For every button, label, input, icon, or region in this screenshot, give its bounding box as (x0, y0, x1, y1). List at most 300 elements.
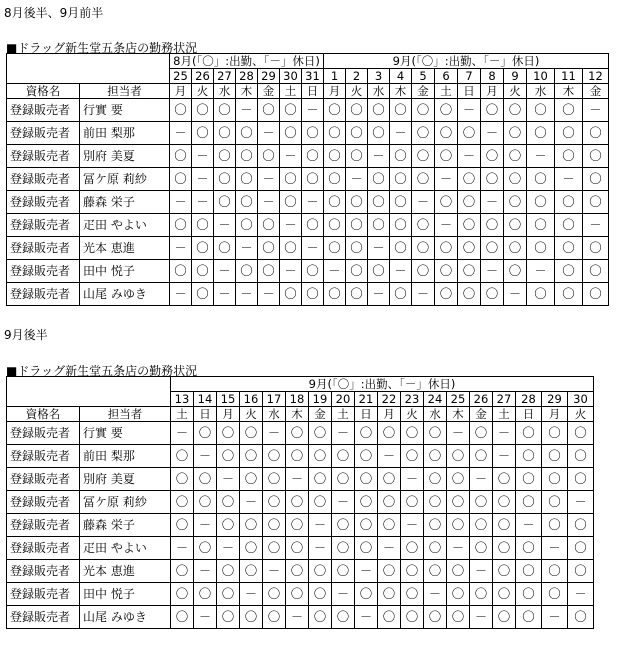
attendance-cell (516, 560, 542, 583)
attendance-cell (424, 537, 447, 560)
on-duty-mark: 〇 (522, 448, 535, 463)
attendance-cell (378, 445, 401, 468)
attendance-cell (170, 122, 192, 145)
attendance-cell (390, 168, 412, 191)
attendance-cell (192, 168, 214, 191)
attendance-cell (302, 168, 324, 191)
attendance-cell (214, 168, 236, 191)
attendance-cell (286, 422, 309, 445)
on-duty-mark: 〇 (175, 563, 189, 578)
attendance-cell (401, 468, 424, 491)
on-duty-mark: 〇 (221, 425, 235, 440)
attendance-cell (286, 606, 309, 629)
weekday-cell: 金 (583, 84, 609, 99)
attendance-cell (346, 283, 368, 306)
weekday-cell: 金 (412, 84, 435, 99)
on-duty-mark: 〇 (534, 194, 547, 209)
on-duty-mark: 〇 (218, 102, 231, 117)
attendance-cell (192, 145, 214, 168)
attendance-cell (346, 99, 368, 122)
on-duty-mark: 〇 (284, 286, 297, 301)
attendance-cell (401, 606, 424, 629)
day-number-cell: 29 (542, 392, 568, 407)
attendance-cell (240, 468, 263, 491)
month-header-september: 9月(「〇」:出勤、「－」休日) (171, 377, 594, 392)
weekday-cell: 土 (435, 84, 458, 99)
on-duty-mark: 〇 (175, 471, 189, 486)
on-duty-mark: 〇 (451, 471, 465, 486)
attendance-cell (470, 491, 493, 514)
attendance-cell (192, 260, 214, 283)
on-duty-mark: 〇 (221, 448, 235, 463)
attendance-cell (324, 237, 346, 260)
on-duty-mark: 〇 (589, 194, 602, 209)
weekday-cell: 月 (542, 407, 568, 422)
day-number-cell: 8 (481, 69, 504, 84)
on-duty-mark: 〇 (174, 148, 187, 163)
attendance-cell (171, 491, 194, 514)
day-number-cell: 15 (217, 392, 240, 407)
on-duty-mark: 〇 (372, 171, 385, 186)
day-off-mark: － (416, 195, 429, 209)
attendance-cell (412, 260, 435, 283)
on-duty-mark: 〇 (394, 194, 407, 209)
on-duty-mark: 〇 (328, 102, 341, 117)
day-off-mark: － (196, 172, 209, 186)
on-duty-mark: 〇 (240, 125, 253, 140)
attendance-cell (332, 560, 355, 583)
on-duty-mark: 〇 (350, 263, 363, 278)
attendance-cell (401, 491, 424, 514)
attendance-cell (470, 468, 493, 491)
on-duty-mark: 〇 (174, 171, 187, 186)
attendance-cell (214, 191, 236, 214)
attendance-cell (280, 283, 302, 306)
day-off-mark: － (336, 426, 349, 440)
attendance-cell (309, 445, 332, 468)
attendance-cell (332, 445, 355, 468)
on-duty-mark: 〇 (174, 102, 187, 117)
attendance-cell (332, 468, 355, 491)
attendance-cell (236, 99, 258, 122)
attendance-cell (368, 237, 390, 260)
attendance-cell (542, 560, 568, 583)
staff-row (7, 237, 609, 260)
attendance-cell (527, 260, 555, 283)
day-off-mark: － (240, 241, 253, 255)
day-off-mark: － (405, 472, 418, 486)
on-duty-mark: 〇 (562, 263, 575, 278)
attendance-cell (280, 237, 302, 260)
attendance-cell (481, 237, 504, 260)
day-number-cell: 12 (583, 69, 609, 84)
on-duty-mark: 〇 (240, 194, 253, 209)
weekday-cell: 火 (401, 407, 424, 422)
column-label-license: 資格名 (7, 84, 80, 99)
attendance-cell (194, 537, 217, 560)
on-duty-mark: 〇 (244, 425, 258, 440)
header-blank-cell (7, 54, 170, 84)
on-duty-mark: 〇 (313, 425, 327, 440)
attendance-cell (390, 122, 412, 145)
attendance-cell (435, 237, 458, 260)
license-cell: 登録販売者 (7, 260, 80, 283)
on-duty-mark: 〇 (218, 125, 231, 140)
attendance-cell (458, 168, 481, 191)
attendance-cell (171, 606, 194, 629)
day-off-mark: － (240, 287, 253, 301)
attendance-cell (194, 606, 217, 629)
attendance-cell (447, 491, 470, 514)
attendance-cell (481, 145, 504, 168)
attendance-cell (171, 445, 194, 468)
day-off-mark: － (359, 610, 372, 624)
license-cell: 登録販売者 (7, 99, 80, 122)
on-duty-mark: 〇 (474, 448, 488, 463)
day-number-cell: 30 (568, 392, 594, 407)
on-duty-mark: 〇 (350, 102, 363, 117)
attendance-cell (424, 445, 447, 468)
on-duty-mark: 〇 (244, 540, 258, 555)
on-duty-mark: 〇 (196, 286, 209, 301)
on-duty-mark: 〇 (336, 563, 350, 578)
day-off-mark: － (284, 218, 297, 232)
attendance-cell (192, 191, 214, 214)
attendance-cell (355, 606, 378, 629)
attendance-cell (504, 99, 527, 122)
attendance-cell (568, 537, 594, 560)
weekday-cell: 火 (504, 84, 527, 99)
day-off-mark: － (198, 518, 211, 532)
day-off-mark: － (174, 287, 187, 301)
on-duty-mark: 〇 (562, 102, 575, 117)
attendance-cell (258, 283, 280, 306)
attendance-cell (470, 583, 493, 606)
on-duty-mark: 〇 (175, 586, 189, 601)
on-duty-mark: 〇 (240, 217, 253, 232)
attendance-cell (527, 191, 555, 214)
staff-name-cell: 藤森 栄子 (80, 191, 170, 214)
weekday-cell: 火 (346, 84, 368, 99)
day-off-mark: － (534, 149, 547, 163)
on-duty-mark: 〇 (574, 425, 587, 440)
day-off-mark: － (439, 218, 452, 232)
attendance-cell (555, 191, 583, 214)
on-duty-mark: 〇 (328, 148, 341, 163)
day-off-mark: － (221, 541, 234, 555)
staff-name-cell: 冨ケ原 莉紗 (80, 168, 170, 191)
attendance-cell (192, 122, 214, 145)
day-off-mark: － (336, 495, 349, 509)
attendance-cell (217, 422, 240, 445)
attendance-cell (470, 560, 493, 583)
weekday-cell: 火 (568, 407, 594, 422)
attendance-cell (568, 583, 594, 606)
attendance-cell (583, 191, 609, 214)
on-duty-mark: 〇 (462, 286, 476, 301)
on-duty-mark: 〇 (196, 125, 209, 140)
attendance-cell (555, 168, 583, 191)
attendance-cell (302, 191, 324, 214)
attendance-cell (424, 606, 447, 629)
on-duty-mark: 〇 (548, 563, 561, 578)
on-duty-mark: 〇 (589, 240, 602, 255)
attendance-cell (447, 537, 470, 560)
on-duty-mark: 〇 (262, 263, 275, 278)
day-off-mark: － (350, 172, 363, 186)
on-duty-mark: 〇 (267, 540, 281, 555)
attendance-cell (332, 606, 355, 629)
on-duty-mark: 〇 (196, 240, 209, 255)
attendance-cell (194, 583, 217, 606)
attendance-cell (424, 422, 447, 445)
attendance-cell (504, 191, 527, 214)
attendance-cell (258, 122, 280, 145)
attendance-cell (170, 145, 192, 168)
day-off-mark: － (382, 449, 395, 463)
on-duty-mark: 〇 (548, 586, 561, 601)
staff-name-cell: 光本 恵進 (80, 560, 171, 583)
on-duty-mark: 〇 (405, 494, 419, 509)
day-off-mark: － (196, 149, 209, 163)
day-number-cell: 6 (435, 69, 458, 84)
attendance-cell (324, 145, 346, 168)
attendance-cell (355, 560, 378, 583)
day-off-mark: － (174, 195, 187, 209)
attendance-cell (332, 422, 355, 445)
attendance-cell (236, 122, 258, 145)
attendance-cell (236, 214, 258, 237)
day-off-mark: － (589, 103, 602, 117)
weekday-cell: 日 (302, 84, 324, 99)
attendance-cell (355, 537, 378, 560)
weekday-cell: 土 (280, 84, 302, 99)
attendance-cell (346, 237, 368, 260)
on-duty-mark: 〇 (451, 448, 465, 463)
weekday-cell: 金 (470, 407, 493, 422)
on-duty-mark: 〇 (262, 240, 275, 255)
staff-name-cell: 前田 梨那 (80, 445, 171, 468)
on-duty-mark: 〇 (416, 148, 430, 163)
attendance-cell (401, 422, 424, 445)
weekday-cell: 土 (332, 407, 355, 422)
attendance-cell (217, 491, 240, 514)
on-duty-mark: 〇 (522, 609, 535, 624)
attendance-cell (214, 145, 236, 168)
attendance-cell (346, 214, 368, 237)
day-off-mark: － (267, 426, 280, 440)
on-duty-mark: 〇 (290, 448, 304, 463)
weekday-cell: 水 (263, 407, 286, 422)
attendance-cell (412, 237, 435, 260)
day-number-cell: 28 (516, 392, 542, 407)
day-number-cell: 5 (412, 69, 435, 84)
on-duty-mark: 〇 (497, 540, 511, 555)
license-cell: 登録販売者 (7, 514, 80, 537)
attendance-cell (368, 168, 390, 191)
column-label-staff: 担当者 (80, 84, 170, 99)
license-cell: 登録販売者 (7, 468, 80, 491)
on-duty-mark: 〇 (198, 425, 212, 440)
day-off-mark: － (522, 518, 535, 532)
attendance-cell (194, 422, 217, 445)
attendance-cell (368, 122, 390, 145)
attendance-cell (324, 214, 346, 237)
weekday-cell: 水 (527, 84, 555, 99)
staff-name-cell: 別府 美夏 (80, 145, 170, 168)
attendance-cell (286, 537, 309, 560)
weekday-cell: 日 (194, 407, 217, 422)
attendance-cell (309, 468, 332, 491)
weekday-cell: 月 (481, 84, 504, 99)
attendance-cell (424, 560, 447, 583)
on-duty-mark: 〇 (313, 586, 327, 601)
attendance-cell (324, 168, 346, 191)
on-duty-mark: 〇 (522, 471, 535, 486)
on-duty-mark: 〇 (485, 240, 499, 255)
on-duty-mark: 〇 (428, 609, 442, 624)
license-cell: 登録販売者 (7, 583, 80, 606)
attendance-cell (458, 283, 481, 306)
license-cell: 登録販売者 (7, 560, 80, 583)
on-duty-mark: 〇 (451, 494, 465, 509)
attendance-cell (568, 422, 594, 445)
day-off-mark: － (574, 495, 587, 509)
on-duty-mark: 〇 (522, 586, 535, 601)
day-off-mark: － (485, 126, 498, 140)
attendance-cell (236, 283, 258, 306)
staff-name-cell: 光本 恵進 (80, 237, 170, 260)
on-duty-mark: 〇 (474, 540, 488, 555)
day-number-cell: 2 (346, 69, 368, 84)
on-duty-mark: 〇 (290, 540, 304, 555)
weekday-cell: 月 (170, 84, 192, 99)
on-duty-mark: 〇 (196, 102, 209, 117)
on-duty-mark: 〇 (589, 125, 602, 140)
day-number-cell: 10 (527, 69, 555, 84)
on-duty-mark: 〇 (574, 471, 587, 486)
on-duty-mark: 〇 (306, 263, 319, 278)
attendance-cell (236, 145, 258, 168)
attendance-cell (286, 514, 309, 537)
on-duty-mark: 〇 (428, 448, 442, 463)
attendance-cell (493, 514, 516, 537)
attendance-cell (458, 214, 481, 237)
attendance-cell (390, 191, 412, 214)
license-cell: 登録販売者 (7, 606, 80, 629)
attendance-cell (458, 145, 481, 168)
on-duty-mark: 〇 (462, 240, 476, 255)
on-duty-mark: 〇 (574, 517, 587, 532)
weekday-cell: 土 (171, 407, 194, 422)
day-number-cell: 19 (309, 392, 332, 407)
staff-name-cell: 藤森 栄子 (80, 514, 171, 537)
attendance-cell (309, 606, 332, 629)
attendance-cell (412, 122, 435, 145)
day-off-mark: － (451, 541, 464, 555)
on-duty-mark: 〇 (328, 125, 341, 140)
attendance-cell (527, 237, 555, 260)
attendance-cell (171, 537, 194, 560)
on-duty-mark: 〇 (306, 217, 319, 232)
day-off-mark: － (359, 564, 372, 578)
attendance-cell (194, 491, 217, 514)
attendance-cell (481, 99, 504, 122)
attendance-cell (401, 583, 424, 606)
attendance-cell (390, 260, 412, 283)
attendance-cell (263, 560, 286, 583)
attendance-cell (240, 583, 263, 606)
on-duty-mark: 〇 (313, 563, 327, 578)
on-duty-mark: 〇 (350, 217, 363, 232)
on-duty-mark: 〇 (534, 286, 547, 301)
on-duty-mark: 〇 (359, 586, 373, 601)
staff-name-cell: 山尾 みゆき (80, 283, 170, 306)
attendance-cell (170, 99, 192, 122)
attendance-cell (171, 560, 194, 583)
attendance-cell (378, 422, 401, 445)
attendance-cell (217, 445, 240, 468)
on-duty-mark: 〇 (497, 586, 511, 601)
day-number-cell: 18 (286, 392, 309, 407)
attendance-cell (493, 422, 516, 445)
on-duty-mark: 〇 (428, 494, 442, 509)
attendance-cell (412, 283, 435, 306)
on-duty-mark: 〇 (284, 171, 297, 186)
staff-row (7, 606, 594, 629)
day-off-mark: － (244, 495, 257, 509)
attendance-cell (240, 560, 263, 583)
on-duty-mark: 〇 (240, 263, 253, 278)
on-duty-mark: 〇 (439, 125, 453, 140)
weekday-cell: 水 (214, 84, 236, 99)
attendance-cell (401, 560, 424, 583)
attendance-cell (481, 168, 504, 191)
day-number-cell: 27 (493, 392, 516, 407)
day-off-mark: － (262, 126, 275, 140)
on-duty-mark: 〇 (382, 517, 396, 532)
attendance-cell (583, 99, 609, 122)
on-duty-mark: 〇 (589, 286, 602, 301)
attendance-cell (583, 283, 609, 306)
attendance-cell (447, 514, 470, 537)
attendance-cell (542, 514, 568, 537)
attendance-cell (447, 445, 470, 468)
on-duty-mark: 〇 (313, 471, 327, 486)
day-off-mark: － (196, 195, 209, 209)
attendance-cell (516, 583, 542, 606)
day-off-mark: － (428, 587, 441, 601)
on-duty-mark: 〇 (336, 448, 350, 463)
day-off-mark: － (198, 449, 211, 463)
day-off-mark: － (372, 287, 385, 301)
attendance-cell (542, 445, 568, 468)
attendance-cell (214, 260, 236, 283)
weekday-cell: 木 (555, 84, 583, 99)
on-duty-mark: 〇 (439, 286, 453, 301)
attendance-cell (214, 283, 236, 306)
attendance-cell (286, 468, 309, 491)
attendance-cell (171, 422, 194, 445)
attendance-cell (447, 606, 470, 629)
day-off-mark: － (394, 264, 407, 278)
attendance-cell (542, 468, 568, 491)
attendance-cell (527, 99, 555, 122)
on-duty-mark: 〇 (306, 125, 319, 140)
on-duty-mark: 〇 (350, 125, 363, 140)
attendance-cell (481, 191, 504, 214)
day-off-mark: － (394, 126, 407, 140)
